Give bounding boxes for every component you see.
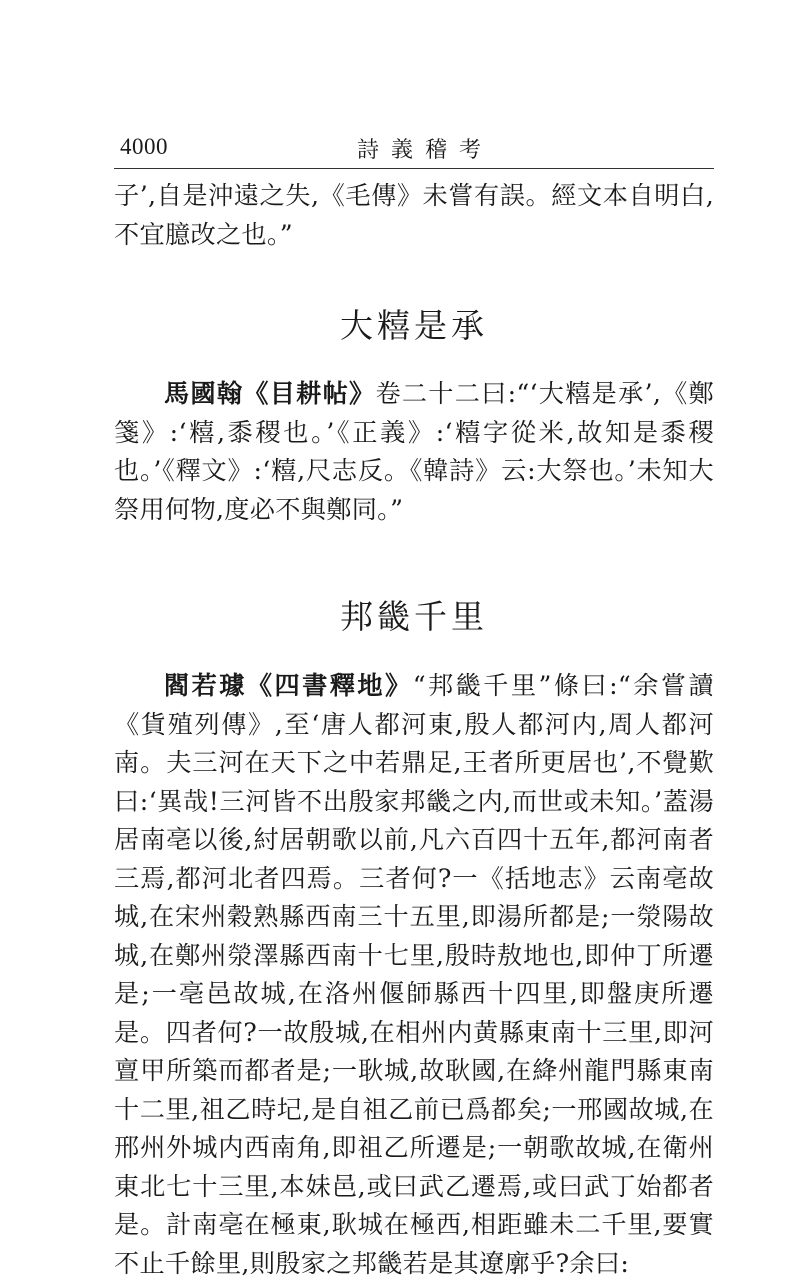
page-body [114, 177, 714, 1283]
page-number: 4000 [120, 134, 168, 159]
author-reference-2: 閻若璩《四書釋地》 [164, 670, 413, 700]
intro-paragraph: 子’,自是沖遠之失,《毛傳》未嘗有誤。經文本自明白,不宜臆改之也。” [114, 181, 714, 249]
author-reference-1: 馬國翰《目耕帖》 [164, 378, 376, 408]
running-title: 詩義稽考 [357, 138, 494, 163]
section-text-1: 卷二十二曰:“‘大糦是承’,《鄭箋》:‘糦,黍稷也。’《正義》:‘糦字從米,故知是黍稷也。’《釋文》:‘糦,尺志反。《韓詩》云:大祭也。’未知大祭用何物,度必不與鄭同。” [114, 379, 714, 524]
section-heading-2: 邦畿千里 [340, 597, 488, 636]
section-text-2: “邦畿千里”條曰:“余嘗讀《貨殖列傳》,至‘唐人都河東,殷人都河内,周人都河南。夫三河在天下之中若鼎足,王者所更居也’,不覺歎曰:‘異哉!三河皆不出殷家邦畿之内,而世或未知。’蓋湯居南亳以後,紂居朝歌以前,凡六百四十五年,都河南者三焉,都河北者四焉。三者何?一《括地志》云南亳故城,在宋州穀熟縣西南三十五里,即湯所都是;一滎陽故城,在鄭州滎澤縣西南十七里,殷時敖地也,即仲丁所遷是;一亳邑故城,在洛州偃師縣西十四里,即盤庚所遷是。四者何?一故殷城,在相州内黄縣東南十三里,即河亶甲所築而都者是;一耿城,故耿國,在絳州龍門縣東南十二里,祖乙時圮,是自祖乙前已爲都矣;一邢國故城,在邢州外城内西南角,即祖乙所遷是;一朝歌故城,在衛州東北七十三里,本妹邑,或曰武乙遷焉,或曰武丁始都者是。計南亳在極東,耿城在極西,相距雖未二千里,要實不止千餘里,則殷家之邦畿若是其遼廓乎?余曰: [114, 671, 714, 1278]
section-heading-1: 大糦是承 [340, 306, 488, 345]
section-paragraph-2 [114, 666, 714, 1283]
page-header [114, 120, 714, 169]
section-paragraph-1 [114, 374, 714, 529]
